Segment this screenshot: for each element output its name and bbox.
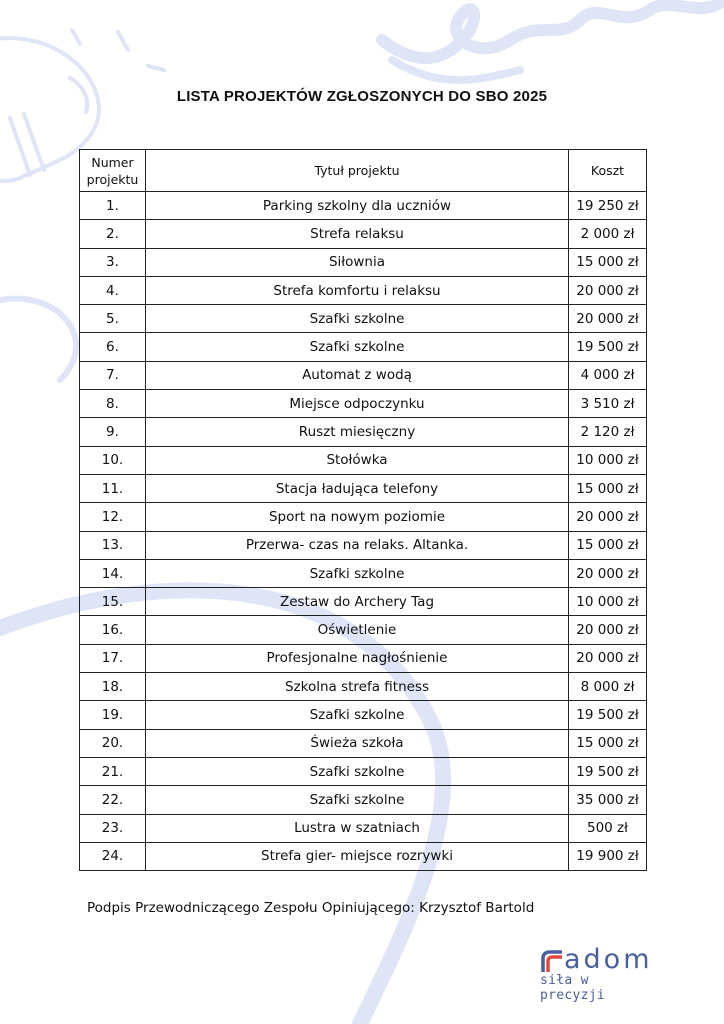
table-row	[80, 305, 647, 333]
project-title: Parking szkolny dla uczniów	[146, 192, 569, 220]
header-cost: Koszt	[569, 150, 647, 192]
table-row	[80, 531, 647, 559]
project-number: 21.	[80, 757, 146, 785]
radom-logo-mark-icon	[540, 946, 562, 972]
project-title: Strefa gier- miejsce rozrywki	[146, 842, 569, 870]
project-number: 8.	[80, 390, 146, 418]
table-row	[80, 616, 647, 644]
project-title: Świeża szkoła	[146, 729, 569, 757]
project-number: 16.	[80, 616, 146, 644]
project-title: Profesjonalne nagłośnienie	[146, 644, 569, 672]
project-number: 20.	[80, 729, 146, 757]
project-number: 7.	[80, 361, 146, 389]
project-number: 4.	[80, 276, 146, 304]
project-cost: 15 000 zł	[569, 474, 647, 502]
project-title: Sport na nowym poziomie	[146, 503, 569, 531]
project-cost: 3 510 zł	[569, 390, 647, 418]
project-number: 14.	[80, 559, 146, 587]
table-row	[80, 446, 647, 474]
project-title: Ruszt miesięczny	[146, 418, 569, 446]
project-number: 11.	[80, 474, 146, 502]
table-row	[80, 276, 647, 304]
table-row	[80, 729, 647, 757]
project-title: Siłownia	[146, 248, 569, 276]
table-row	[80, 361, 647, 389]
project-cost: 35 000 zł	[569, 786, 647, 814]
project-cost: 2 000 zł	[569, 220, 647, 248]
project-number: 2.	[80, 220, 146, 248]
project-title: Automat z wodą	[146, 361, 569, 389]
project-number: 6.	[80, 333, 146, 361]
project-title: Szafki szkolne	[146, 786, 569, 814]
project-number: 18.	[80, 673, 146, 701]
project-cost: 15 000 zł	[569, 729, 647, 757]
project-cost: 19 500 zł	[569, 701, 647, 729]
project-cost: 2 120 zł	[569, 418, 647, 446]
table-row	[80, 503, 647, 531]
table-row	[80, 842, 647, 870]
project-title: Stołówka	[146, 446, 569, 474]
table-row	[80, 220, 647, 248]
project-cost: 20 000 zł	[569, 616, 647, 644]
table-row	[80, 418, 647, 446]
project-number: 24.	[80, 842, 146, 870]
project-number: 23.	[80, 814, 146, 842]
project-cost: 19 250 zł	[569, 192, 647, 220]
project-cost: 20 000 zł	[569, 559, 647, 587]
document-title: LISTA PROJEKTÓW ZGŁOSZONYCH DO SBO 2025	[176, 88, 548, 105]
project-cost: 8 000 zł	[569, 673, 647, 701]
signature-line: Podpis Przewodniczącego Zespołu Opiniującego: Krzysztof Bartold	[87, 900, 535, 916]
project-cost: 10 000 zł	[569, 588, 647, 616]
project-cost: 19 500 zł	[569, 333, 647, 361]
project-title: Szafki szkolne	[146, 559, 569, 587]
project-title: Zestaw do Archery Tag	[146, 588, 569, 616]
project-number: 22.	[80, 786, 146, 814]
project-number: 10.	[80, 446, 146, 474]
project-cost: 10 000 zł	[569, 446, 647, 474]
project-cost: 19 500 zł	[569, 757, 647, 785]
header-number-line1: Numer	[91, 154, 134, 170]
table-row	[80, 192, 647, 220]
table-row	[80, 474, 647, 502]
table-row	[80, 814, 647, 842]
project-title: Strefa komfortu i relaksu	[146, 276, 569, 304]
logo-wordmark: adom	[564, 944, 653, 975]
project-title: Lustra w szatniach	[146, 814, 569, 842]
table-row	[80, 588, 647, 616]
project-cost: 20 000 zł	[569, 644, 647, 672]
project-number: 17.	[80, 644, 146, 672]
radom-logo	[540, 946, 660, 1003]
project-title: Szafki szkolne	[146, 701, 569, 729]
project-title: Stacja ładująca telefony	[146, 474, 569, 502]
project-cost: 500 zł	[569, 814, 647, 842]
project-title: Szkolna strefa fitness	[146, 673, 569, 701]
project-number: 3.	[80, 248, 146, 276]
project-number: 9.	[80, 418, 146, 446]
table-row	[80, 559, 647, 587]
table-row	[80, 644, 647, 672]
project-cost: 4 000 zł	[569, 361, 647, 389]
header-number	[80, 150, 146, 192]
table-row	[80, 333, 647, 361]
project-title: Oświetlenie	[146, 616, 569, 644]
table-header-row	[80, 150, 647, 192]
project-title: Szafki szkolne	[146, 757, 569, 785]
project-cost: 20 000 zł	[569, 503, 647, 531]
table-row	[80, 786, 647, 814]
project-cost: 15 000 zł	[569, 531, 647, 559]
project-cost: 15 000 zł	[569, 248, 647, 276]
header-number-line2: projektu	[86, 171, 139, 187]
table-row	[80, 390, 647, 418]
project-cost: 20 000 zł	[569, 276, 647, 304]
project-number: 5.	[80, 305, 146, 333]
project-title: Miejsce odpoczynku	[146, 390, 569, 418]
header-title: Tytuł projektu	[146, 150, 569, 192]
project-title: Szafki szkolne	[146, 305, 569, 333]
project-cost: 19 900 zł	[569, 842, 647, 870]
project-title: Strefa relaksu	[146, 220, 569, 248]
project-number: 15.	[80, 588, 146, 616]
project-title: Szafki szkolne	[146, 333, 569, 361]
table-row	[80, 673, 647, 701]
project-title: Przerwa- czas na relaks. Altanka.	[146, 531, 569, 559]
project-number: 13.	[80, 531, 146, 559]
table-row	[80, 757, 647, 785]
project-cost: 20 000 zł	[569, 305, 647, 333]
project-number: 12.	[80, 503, 146, 531]
projects-table	[79, 149, 647, 871]
logo-tagline: siła w precyzji	[540, 973, 606, 1003]
project-number: 1.	[80, 192, 146, 220]
table-row	[80, 248, 647, 276]
table-row	[80, 701, 647, 729]
project-number: 19.	[80, 701, 146, 729]
